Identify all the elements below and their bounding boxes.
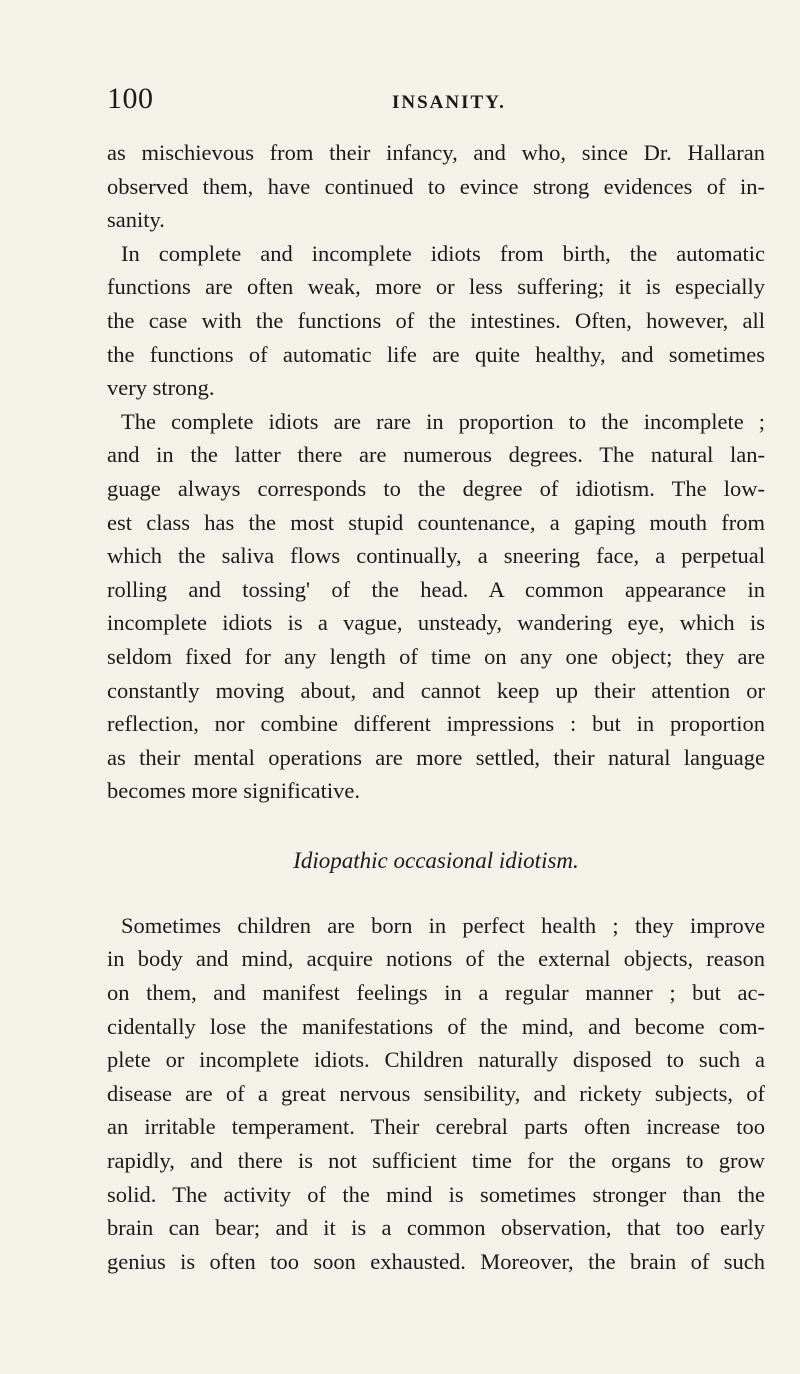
text-line: genius is often too soon exhausted. Moreover, the brain of such <box>107 1248 765 1274</box>
text-line: becomes more significative. <box>107 778 361 804</box>
text-block <box>107 136 765 1278</box>
running-head <box>107 82 765 118</box>
text-line: as mischievous from their infancy, and who, since Dr. Hallaran <box>107 140 765 165</box>
text-line: cidentally lose the manifestations of the mind, and become com- <box>107 1013 765 1039</box>
text-line: seldom fixed for any length of time on any one object; they are <box>107 643 765 669</box>
text-line: rolling and tossing' of the head. A common appearance in <box>107 576 765 602</box>
text-line: plete or incomplete idiots. Children naturally disposed to such a <box>107 1047 765 1073</box>
text-line: observed them, have continued to evince strong evidences of in- <box>107 173 765 199</box>
section-heading: Idiopathic occasional idiotism. <box>293 847 579 873</box>
paragraph-occasional-idiotism <box>107 909 765 1279</box>
text-line: and in the latter there are numerous degrees. The natural lan- <box>107 442 765 468</box>
text-line: an irritable temperament. Their cerebral parts often increase too <box>107 1114 765 1140</box>
text-line: constantly moving about, and cannot keep up their attention or <box>107 677 765 703</box>
text-line: In complete and incomplete idiots from birth, the automatic <box>121 240 765 266</box>
text-line: functions are often weak, more or less suffering; it is especially <box>107 274 765 300</box>
running-title: INSANITY. <box>392 92 506 113</box>
text-line: rapidly, and there is not sufficient time for the organs to grow <box>107 1148 765 1174</box>
text-line: incomplete idiots is a vague, unsteady, wandering eye, which is <box>107 610 765 636</box>
text-line: guage always corresponds to the degree of idiotism. The low- <box>107 475 765 501</box>
text-line: reflection, nor combine different impressions : but in proportion <box>107 711 765 737</box>
paragraph-continuation <box>107 136 765 237</box>
text-line: solid. The activity of the mind is sometimes stronger than the <box>107 1181 765 1207</box>
text-line: which the saliva flows continually, a sneering face, a perpetual <box>107 543 765 569</box>
text-line: the functions of automatic life are quite healthy, and sometimes <box>107 341 765 367</box>
text-line: The complete idiots are rare in proportion to the incomplete ; <box>121 408 765 434</box>
text-line: brain can bear; and it is a common observation, that too early <box>107 1215 765 1241</box>
text-line: disease are of a great nervous sensibility, and rickety subjects, of <box>107 1080 765 1106</box>
text-line: very strong. <box>107 375 215 401</box>
page-number: 100 <box>107 82 154 115</box>
paragraph-degrees-of-idiotism <box>107 405 765 808</box>
paragraph-automatic-functions <box>107 237 765 405</box>
text-line: in body and mind, acquire notions of the external objects, reason <box>107 946 765 972</box>
text-line: est class has the most stupid countenance, a gaping mouth from <box>107 509 765 535</box>
text-line: Sometimes children are born in perfect health ; they improve <box>121 912 765 938</box>
text-line: the case with the functions of the intestines. Often, however, all <box>107 307 765 333</box>
text-line: on them, and manifest feelings in a regular manner ; but ac- <box>107 980 765 1006</box>
text-line: as their mental operations are more settled, their natural language <box>107 744 765 770</box>
text-line: sanity. <box>107 207 165 233</box>
